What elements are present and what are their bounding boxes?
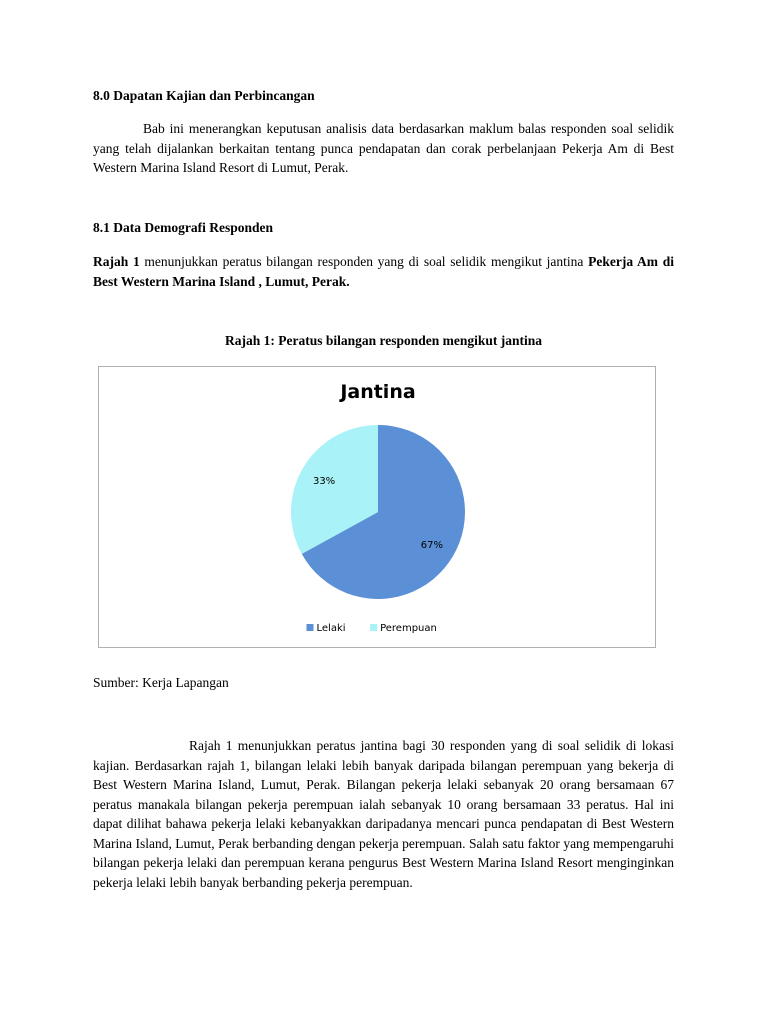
legend-swatch-perempuan <box>370 624 377 631</box>
section-8-0-text: Bab ini menerangkan keputusan analisis data berdasarkan maklum balas responden soal selidik yang telah dijalankan berkaitan tentang punca pendapatan dan corak perbelanjaan Pekerja Am di Best Western Marina Island Resort di Lumut, Perak. <box>93 121 674 175</box>
legend-label-lelaki: Lelaki <box>316 623 346 634</box>
data-label-lelaki: 67% <box>420 539 444 551</box>
section-8-0-paragraph <box>93 119 674 178</box>
pie-chart <box>99 367 657 649</box>
data-label-perempuan: 33% <box>312 476 336 488</box>
chart-frame <box>98 366 656 648</box>
section-8-0-heading: 8.0 Dapatan Kajian dan Perbincangan <box>93 88 315 103</box>
figure-reference: Rajah 1 <box>93 254 140 269</box>
section-8-1-intro <box>93 252 674 291</box>
discussion-paragraph <box>93 736 674 892</box>
intro-text: menunjukkan peratus bilangan responden yang di soal selidik mengikut jantina <box>139 254 589 269</box>
legend-label-perempuan: Perempuan <box>380 623 437 634</box>
discussion-text: Rajah 1 menunjukkan peratus jantina bagi 30 responden yang di soal selidik di lokasi kajian. Berdasarkan rajah 1, bilangan lelaki lebih banyak daripada bilangan perempuan yang bekerja di Best Western Marina Island, Lumut, Perak. Bilangan pekerja lelaki sebanyak 20 orang bersamaan 67 peratus manakala bilangan pekerja perempuan ialah sebanyak 10 orang bersamaan 33 peratus. Hal ini dapat dilihat bahawa pekerja lelaki kebanyakkan daripadanya mencari punca pendapatan di Best Western Marina Island, Lumut, Perak berbanding dengan pekerja perempuan. Salah satu faktor yang mempengaruhi bilangan pekerja lelaki dan perempuan kerana pengurus Best Western Marina Island Resort menginginkan pekerja lelaki lebih banyak berbanding pekerja perempuan. <box>93 738 674 890</box>
figure-caption: Rajah 1: Peratus bilangan responden mengikut jantina <box>224 333 543 348</box>
section-8-1-heading: 8.1 Data Demografi Responden <box>93 220 273 235</box>
intro-location: Pekerja Am di Best Western Marina Island , Lumut, Perak. <box>93 254 674 289</box>
figure-source: Sumber: Kerja Lapangan <box>93 675 229 690</box>
legend-swatch-lelaki <box>307 624 314 631</box>
chart-title: Jantina <box>340 381 416 403</box>
